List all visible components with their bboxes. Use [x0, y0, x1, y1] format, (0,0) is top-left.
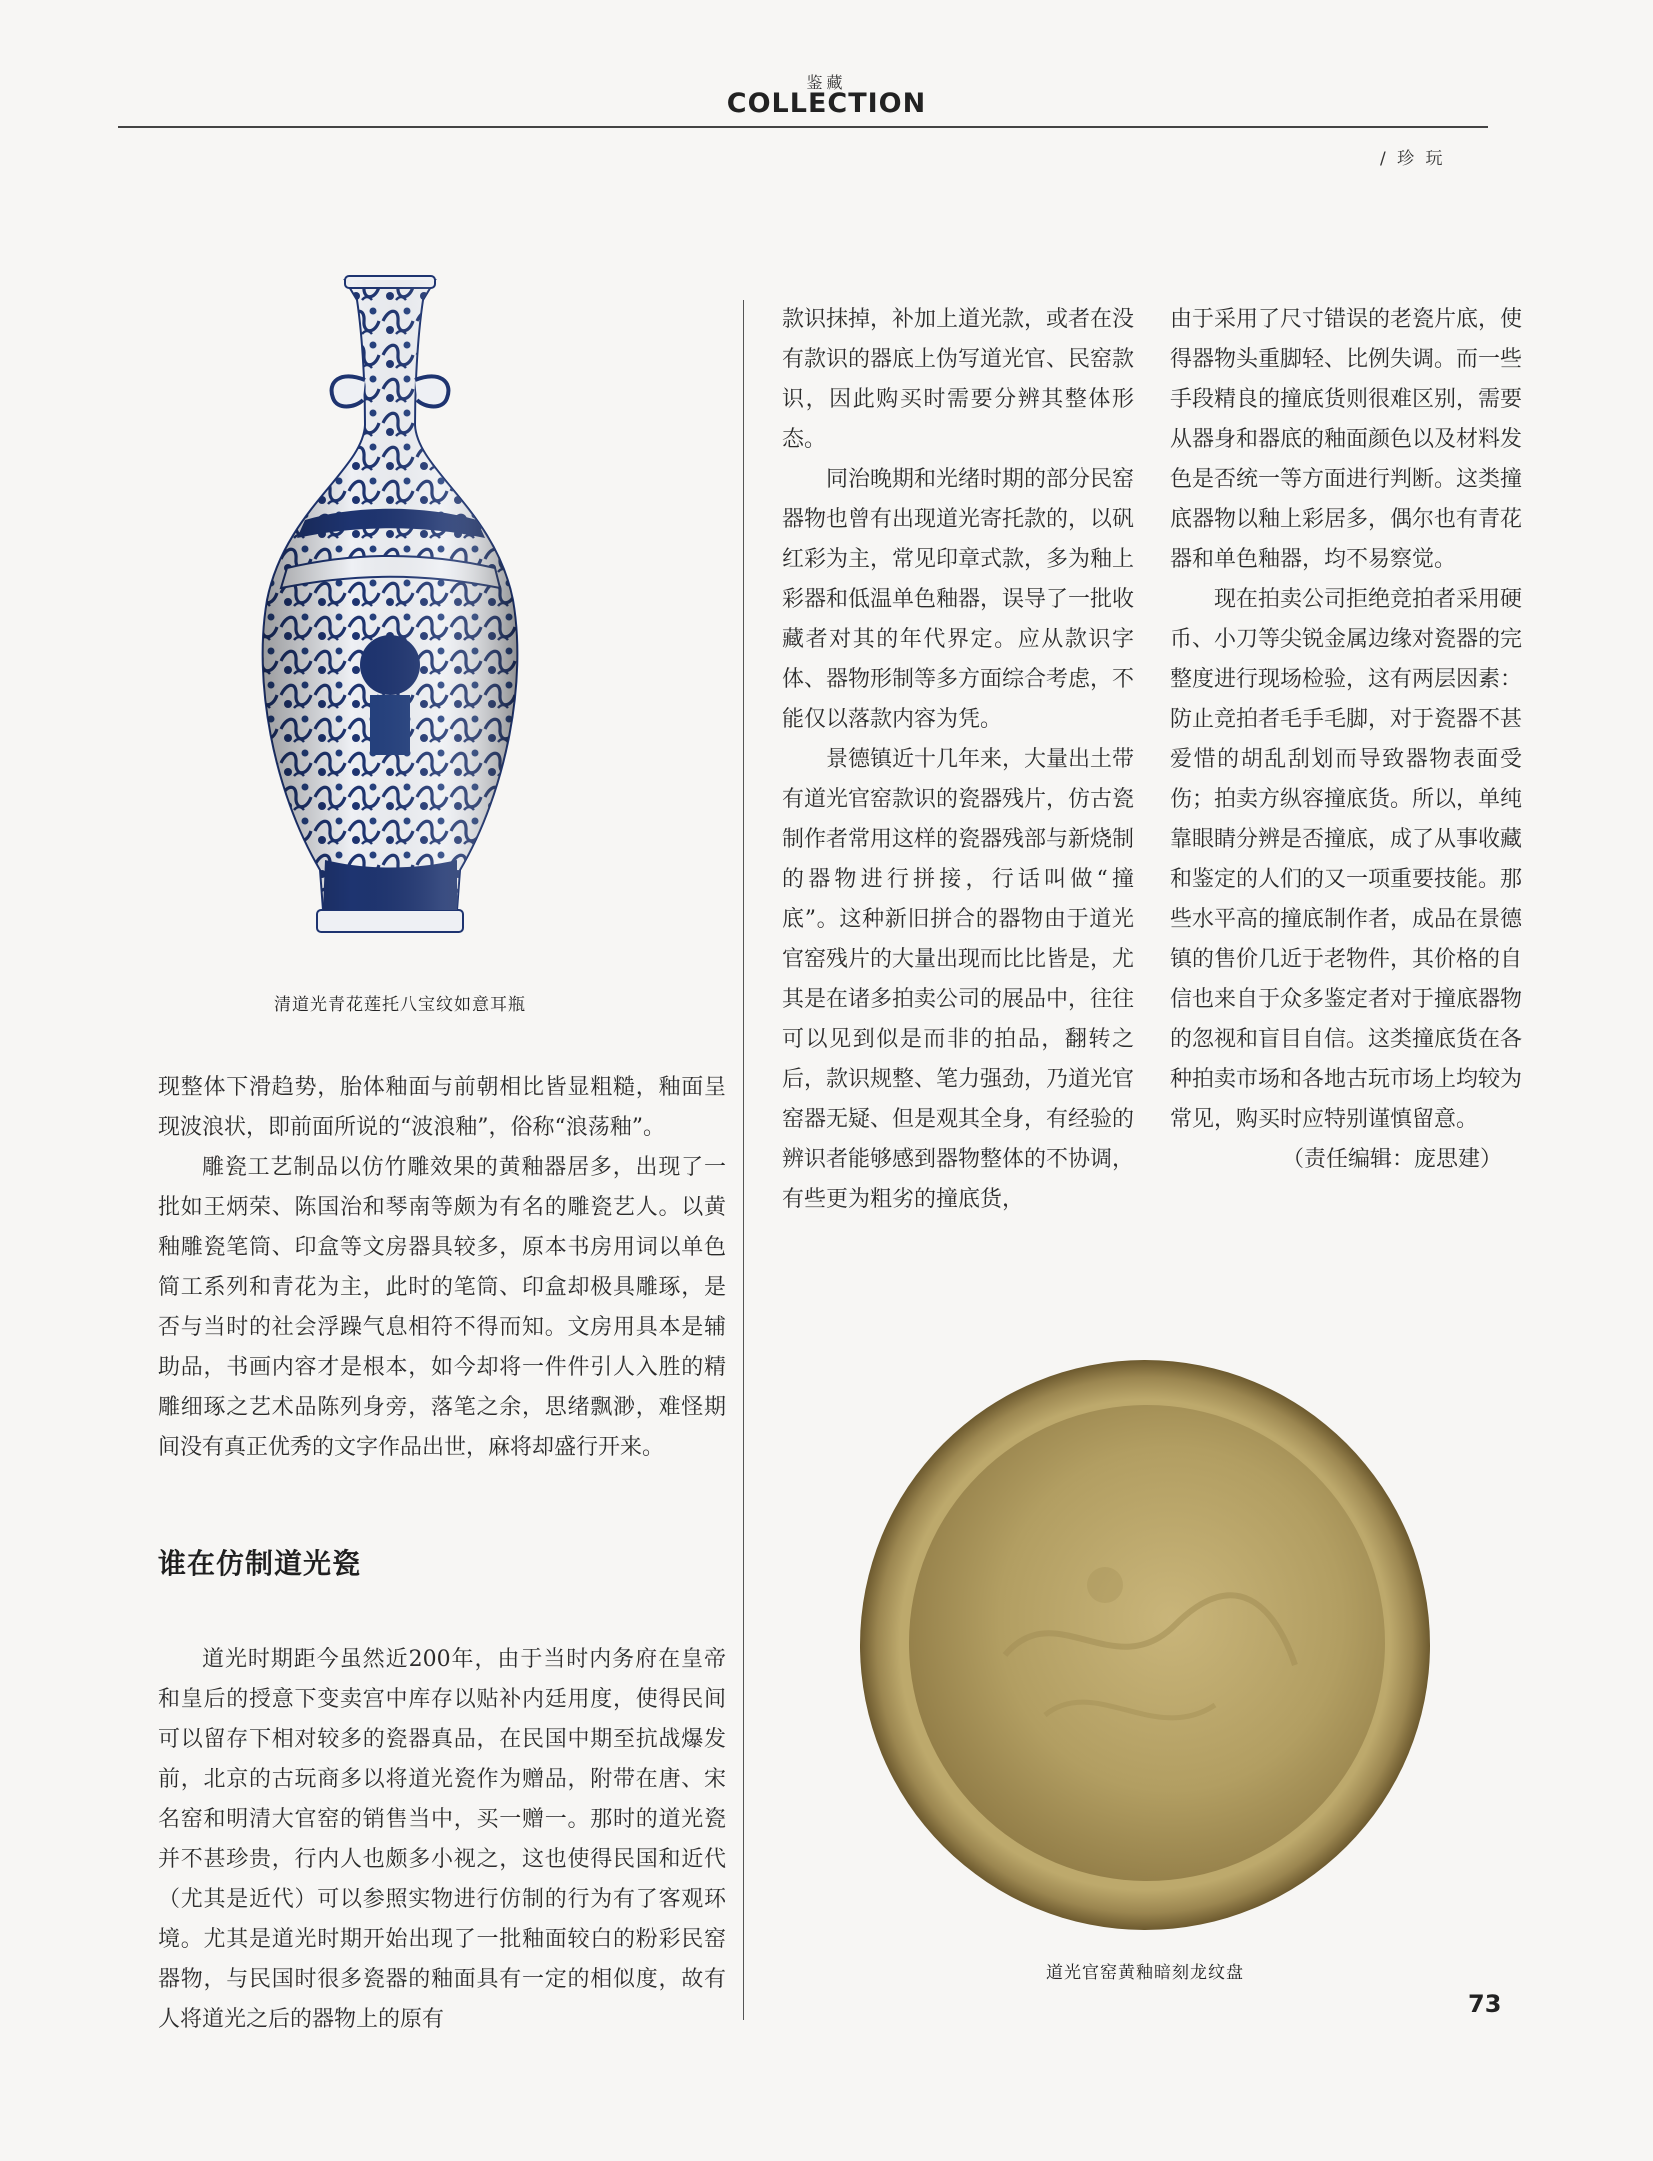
paragraph: 现整体下滑趋势，胎体釉面与前朝相比皆显粗糙，釉面呈现波浪状，即前面所说的“波浪釉”，俗称“浪荡釉”。 [158, 1075, 726, 1140]
column-divider [743, 300, 744, 2020]
dish-photo [855, 1355, 1435, 1935]
left-column-lower [158, 1640, 726, 2040]
left-column [158, 1068, 726, 1468]
paragraph: 雕瓷工艺制品以仿竹雕效果的黄釉器居多，出现了一批如王炳荣、陈国治和琴南等颇为有名的雕瓷艺人。以黄釉雕瓷笔筒、印盒等文房器具较多，原本书房用词以单色简工系列和青花为主，此时的笔筒、印盒却极具雕琢，是否与当时的社会浮躁气息相符不得而知。文房用具本是辅助品，书画内容才是根本，如今却将一件件引人入胜的精雕细琢之艺术品陈列身旁，落笔之余，思绪飘渺，难怪期间没有真正优秀的文字作品出世，麻将却盛行开来。 [158, 1155, 726, 1460]
paragraph: 景德镇近十几年来，大量出土带有道光官窑款识的瓷器残片，仿古瓷制作者常用这样的瓷器残部与新烧制的器物进行拼接，行话叫做“撞底”。这种新旧拼合的器物由于道光官窑残片的大量出现而比比皆是，尤其是在诸多拍卖公司的展品中，往往可以见到似是而非的拍品，翻转之后，款识规整、笔力强劲，乃道光官窑器无疑、但是观其全身，有经验的辨识者能够感到器物整体的不协调，有些更为粗劣的撞底货， [782, 747, 1135, 1212]
section-label-cn: 鉴藏 [806, 73, 847, 92]
paragraph: 道光时期距今虽然近200年，由于当时内务府在皇帝和皇后的授意下变卖宫中库存以贴补内廷用度，使得民间可以留存下相对较多的瓷器真品，在民国中期至抗战爆发前，北京的古玩商多以将道光瓷作为赠品，附带在唐、宋名窑和明清大官窑的销售当中，买一赠一。那时的道光瓷并不甚珍贵，行内人也颇多小视之，这也使得民国和近代（尤其是近代）可以参照实物进行仿制的行为有了客观环境。尤其是道光时期开始出现了一批釉面较白的粉彩民窑器物，与民国时很多瓷器的釉面具有一定的相似度，故有人将道光之后的器物上的原有 [158, 1647, 726, 2032]
paragraph: 款识抹掉，补加上道光款，或者在没有款识的器底上伪写道光官、民窑款识，因此购买时需要分辨其整体形态。 [782, 307, 1135, 452]
paragraph: 由于采用了尺寸错误的老瓷片底，使得器物头重脚轻、比例失调。而一些手段精良的撞底货则很难区别，需要从器身和器底的釉面颜色以及材料发色是否统一等方面进行判断。这类撞底器物以釉上彩居多，偶尔也有青花器和单色釉器，均不易察觉。 [1170, 307, 1523, 572]
dish-caption: 道光官窑黄釉暗刻龙纹盘 [1046, 1963, 1244, 1983]
paragraph: 现在拍卖公司拒绝竞拍者采用硬币、小刀等尖锐金属边缘对瓷器的完整度进行现场检验，这有两层因素：防止竞拍者毛手毛脚，对于瓷器不甚爱惜的胡乱刮划而导致器物表面受伤；拍卖方纵容撞底货。所以，单纯靠眼睛分辨是否撞底，成了从事收藏和鉴定的人们的又一项重要技能。那些水平高的撞底制作者，成品在景德镇的售价几近于老物件，其价格的自信也来自于众多鉴定者对于撞底器物的忽视和盲目自信。这类撞底货在各种拍卖市场和各地古玩市场上均较为常见，购买时应特别谨慎留意。 [1170, 587, 1523, 1132]
yellow-glazed-dish-image [855, 1355, 1435, 1935]
vase-photo [245, 270, 535, 970]
page-number: 73 [1468, 1990, 1502, 2018]
header-divider [118, 126, 1488, 128]
vase-caption: 清道光青花莲托八宝纹如意耳瓶 [274, 995, 526, 1015]
paragraph: 同治晚期和光绪时期的部分民窑器物也曾有出现道光寄托款的，以矾红彩为主，常见印章式款，多为釉上彩器和低温单色釉器，误导了一批收藏者对其的年代界定。应从款识字体、器物形制等多方面综合考虑，不能仅以落款内容为凭。 [782, 467, 1135, 732]
editor-credit: （责任编辑：庞思建） [1281, 1147, 1502, 1172]
section-heading: 谁在仿制道光瓷 [158, 1547, 362, 1580]
right-column [1170, 300, 1522, 1180]
middle-column [782, 300, 1134, 1220]
subsection-label: / 珍 玩 [1380, 149, 1446, 169]
blue-white-vase-image [245, 270, 535, 970]
section-title-en: COLLECTION [726, 88, 927, 119]
